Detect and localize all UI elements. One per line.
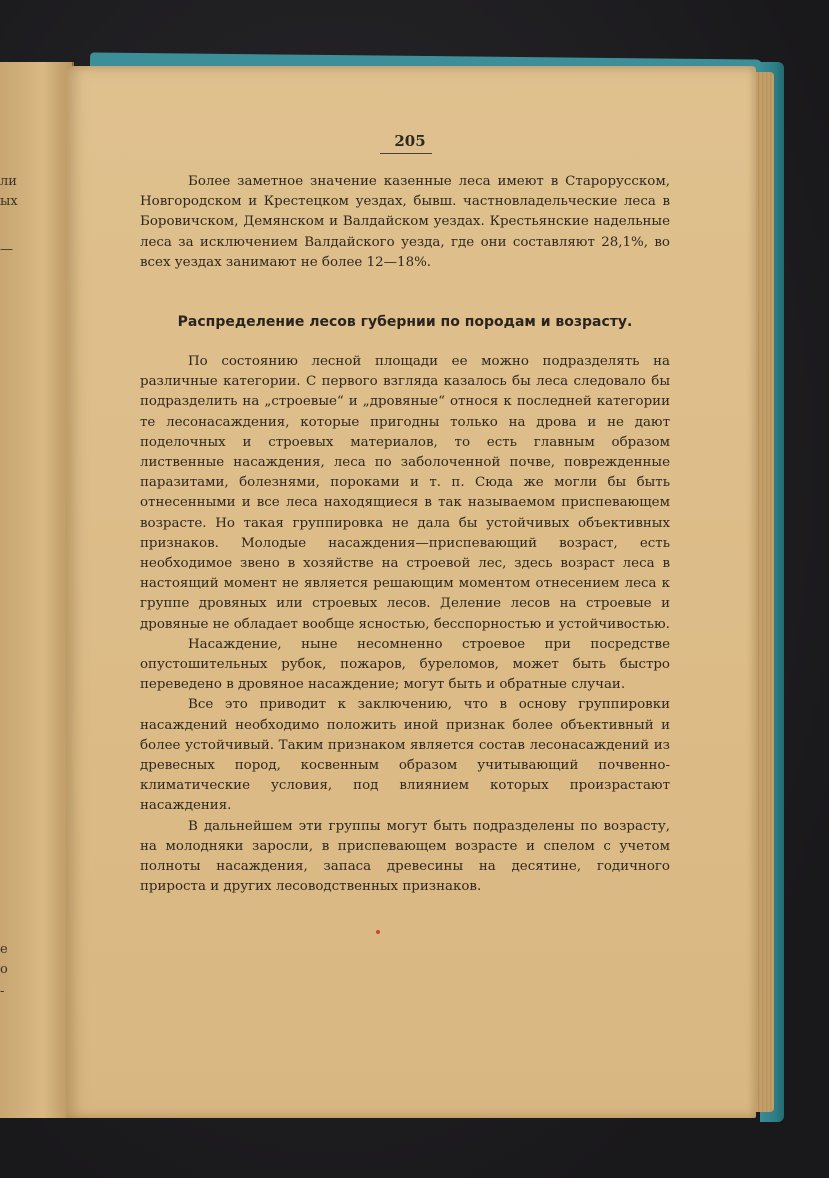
body-paragraph: Все это приводит к заключению, что в основу группировки насаждений необходимо положить иной признак более объективный и более устойчивый. Таким признаком является состав лесонасаждений из древесных пород, косвенным образом учитывающий почвенно-климатические условия, под влиянием которых произрастают насаждения. — [140, 697, 670, 814]
left-page — [0, 62, 74, 1118]
body-paragraph: По состоянию лесной площади ее можно подразделять на различные категории. С первого взгляда казалось бы леса следовало бы подразделить на „строевые“ и „дровяные“ относя к последней категории те лесонасаждения, которые пригодны только на дрова и не дают поделочных и строевых материалов, то есть главным образом лиственные насаждения, леса по заболоченной почве, поврежденные паразитами, болезнями, пороками и т. п. Сюда же могли бы быть отнесенными и все леса находящиеся в так называемом приспевающем возрасте. Но такая группировка не дала бы устойчивых объективных признаков. Молодые насаждения—приспевающий возраст, есть необходимое звено в хозяйстве на строевой лес, здесь возраст леса в настоящий момент не является решающим моментом отнесением леса к группе дровяных или строевых лесов. Деление лесов на строевые и дровяные не обладает вообще ясностью, бесспорностью и устойчивостью. — [140, 354, 670, 632]
page-number: 205 — [394, 132, 426, 150]
page-number-underline — [380, 153, 432, 154]
intro-text-block — [140, 172, 670, 273]
body-text-block — [140, 352, 670, 897]
body-paragraph: Насаждение, ныне несомненно строевое при посредстве опустошительных рубок, пожаров, буреломов, может быть быстро переведено в дровяное насаждение; могут быть и обратные случаи. — [140, 636, 670, 693]
left-page-fragment: о — [0, 962, 8, 977]
left-page-fragment: ых — [0, 194, 18, 209]
body-paragraph: В дальнейшем эти группы могут быть подразделены по возрасту, на молодняки заросли, в приспевающем возрасте и спелом с учетом полноты насаждения, запаса древесины на десятине, годичного прироста и других лесоводственных признаков. — [140, 818, 670, 895]
intro-paragraph: Более заметное значение казенные леса имеют в Старорусском, Новгородском и Крестецком уездах, бывш. частновладельческие леса в Боровичском, Демянском и Валдайском уездах. Крестьянские надельные леса за исключением Валдайского уезда, где они составляют 28,1%, во всех уездах занимают не более 12—18%. — [140, 174, 670, 270]
left-page-fragment: — — [0, 242, 13, 257]
paper-stain — [376, 930, 380, 934]
section-heading: Распределение лесов губернии по породам и возрасту. — [177, 314, 633, 330]
left-page-fragment: - — [0, 984, 5, 999]
left-page-fragment: ли — [0, 174, 17, 189]
left-page-fragment: е — [0, 942, 8, 957]
